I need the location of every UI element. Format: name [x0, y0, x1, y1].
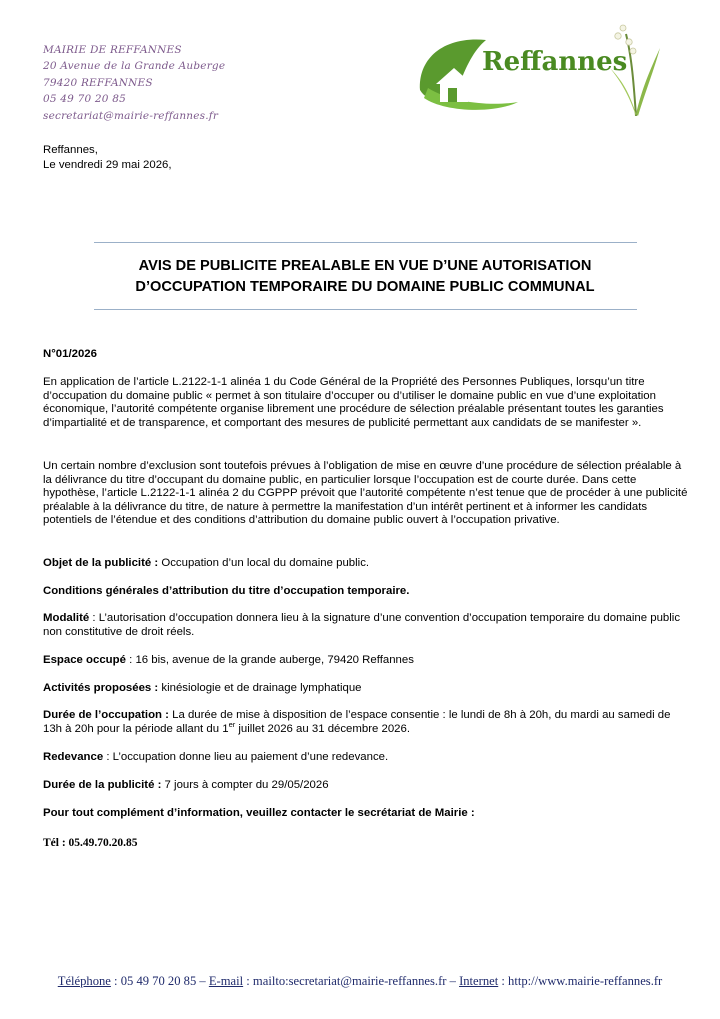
duree-publicite-line [43, 779, 689, 793]
modalite-value: : L’autorisation d’occupation donnera lieu à la signature d’une convention d’occupation temporaire du domaine public non constitutive de droit réels. [43, 612, 681, 638]
lily-leaf [636, 48, 660, 116]
address-line-street: 20 Avenue de la Grande Auberge [43, 60, 226, 73]
objet-label: Objet de la publicité : [43, 557, 159, 569]
activites-line [43, 682, 689, 696]
paragraph-2 [43, 460, 689, 528]
address-line-org: MAIRIE DE REFFANNES [43, 44, 182, 56]
duree-occupation-end: juillet 2026 au 31 décembre 2026. [235, 722, 411, 735]
logo-text: Reffannes [482, 47, 628, 77]
address-line-phone: 05 49 70 20 85 [43, 93, 126, 106]
title-line-2: D’OCCUPATION TEMPORAIRE DU DOMAINE PUBLIC COMMUNAL [135, 279, 595, 295]
address-line-email: secretariat@mairie-reffannes.fr [43, 109, 219, 122]
title-rule-top [94, 242, 637, 243]
number-text: N°01/2026 [43, 348, 97, 360]
contact-line [43, 807, 689, 821]
objet-line [43, 557, 689, 571]
place-date [43, 143, 172, 172]
reffannes-logo [414, 18, 666, 116]
redevance-label: Redevance [43, 751, 104, 763]
objet-value: Occupation d’un local du domaine public. [158, 557, 370, 569]
duree-occupation-line [43, 709, 689, 736]
modalite-line [43, 612, 689, 639]
footer-phone-label: Téléphone [57, 974, 111, 988]
footer-email-label: E-mail [208, 974, 244, 988]
conditions-line [43, 585, 689, 599]
activites-label: Activités proposées : [43, 682, 159, 694]
conditions-text: Conditions générales d’attribution du titre d’occupation temporaire. [43, 585, 410, 597]
contact-text: Pour tout complément d’information, veuillez contacter le secrétariat de Mairie : [43, 807, 475, 819]
paragraph-2-text: Un certain nombre d’exclusion sont toutefois prévues à l’obligation de mise en œuvre d’une procédure de sélection préalable à la délivrance du titre d’occupant du domaine public, en particulier lorsque l’occupation est de courte durée. Dans cette hypothèse, l’article L.2122-1-1 alinéa 2 du CGPPP prévoit que l’autorité compétente n’est tenue que de procéder à une publicité préalable à la délivrance du titre, de nature à permettre la manifestation d’un intérêt pertinent et à informer les candidats potentiels de l’étendue et des conditions d’attribution du domaine public ouvert à l’occupation privative. [43, 460, 688, 527]
paragraph-1 [43, 376, 689, 430]
title-rule-bottom [94, 309, 637, 310]
duree-publicite-value: 7 jours à compter du 29/05/2026 [161, 779, 329, 791]
duree-publicite-label: Durée de la publicité : [43, 779, 162, 791]
footer-email-link[interactable]: : mailto:secretariat@mairie-reffannes.fr – [243, 974, 460, 988]
footer [0, 974, 720, 989]
duree-occupation-value: La durée de mise à disposition de l’espace consentie : le lundi de 8h à 20h, du mardi au samedi de 13h à 20h pour la période allant du 1 [43, 709, 671, 735]
redevance-line [43, 751, 689, 765]
telephone-line: Tél : 05.49.70.20.85 [43, 837, 138, 849]
duree-occupation-label: Durée de l’occupation : [43, 709, 169, 721]
date: Le vendredi 29 mai 2026, [43, 158, 172, 171]
espace-line [43, 654, 689, 668]
footer-phone-value: : 05 49 70 20 85 – [110, 974, 209, 988]
notice-number [43, 348, 689, 362]
espace-value: : 16 bis, avenue de la grande auberge, 79420 Reffannes [125, 654, 414, 666]
address-line-city: 79420 REFFANNES [43, 76, 153, 89]
redevance-value: : L’occupation donne lieu au paiement d’une redevance. [103, 751, 389, 763]
superscript: er [228, 719, 236, 729]
notice-title [60, 256, 670, 298]
footer-internet-label: Internet [459, 974, 499, 988]
place: Reffannes, [43, 144, 98, 156]
footer-website-link[interactable]: : http://www.mairie-reffannes.fr [498, 974, 663, 988]
sender-address [43, 42, 225, 124]
activites-value: kinésiologie et de drainage lymphatique [158, 682, 362, 694]
espace-label: Espace occupé [43, 654, 126, 666]
paragraph-1-text: En application de l’article L.2122-1-1 alinéa 1 du Code Général de la Propriété des Personnes Publiques, lorsqu’un titre d’occupation du domaine public « permet à son titulaire d’occuper ou d’utiliser le domaine public en vue d’une exploitation économique, l’autorité compétente organise librement une procédure de sélection préalable présentant toutes les garanties d’impartialité et de transparence, et comportant des mesures de publicité permettant aux candidats de se manifester ». [43, 376, 664, 429]
title-line-1: AVIS DE PUBLICITE PREALABLE EN VUE D’UNE AUTORISATION [138, 258, 592, 274]
modalite-label: Modalité [43, 612, 90, 624]
logo-graphic [414, 18, 666, 116]
